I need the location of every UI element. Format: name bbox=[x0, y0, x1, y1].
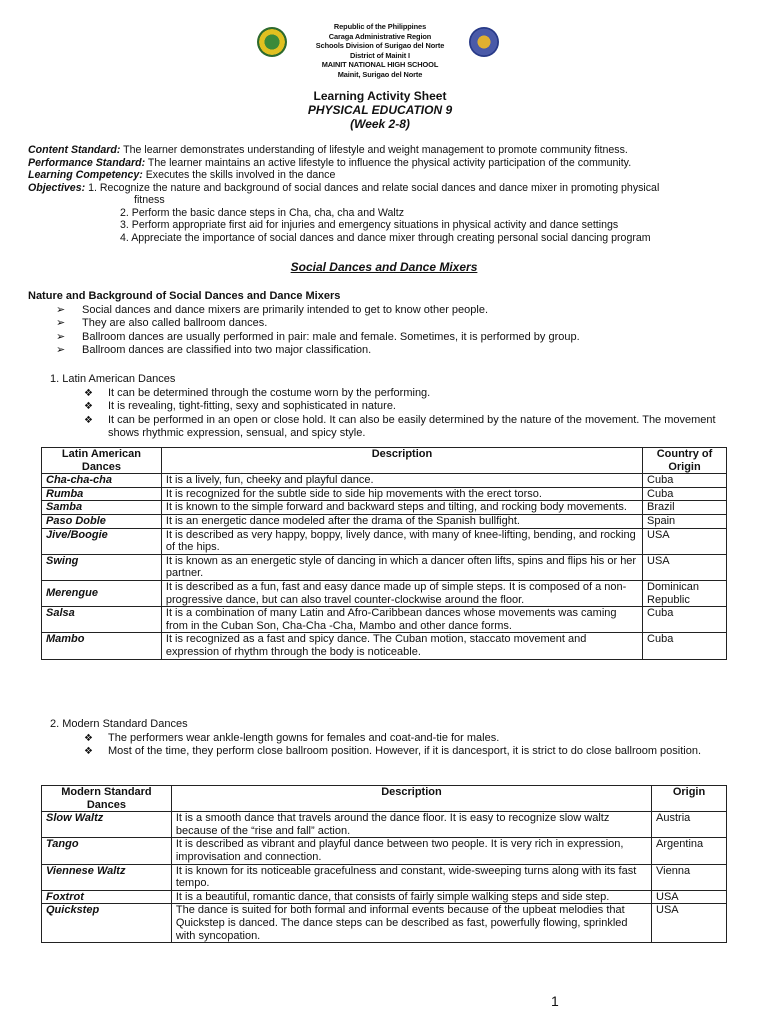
list-item-text: It can be performed in an open or close hold. It can also be easily determined by the nature of the movement. The movement shows rhythmic expression, sensual, and spicy style. bbox=[108, 413, 716, 440]
table-row bbox=[42, 514, 727, 528]
objectives bbox=[28, 182, 748, 195]
header-line: MAINIT NATIONAL HIGH SCHOOL bbox=[321, 60, 439, 70]
modern-bullets bbox=[28, 732, 748, 759]
objectives-list bbox=[120, 194, 748, 244]
list-item-text: It can be determined through the costume worn by the performing. bbox=[108, 386, 431, 399]
dance-description: It is recognized for the subtle side to side hip movements with the erect torso. bbox=[161, 487, 642, 501]
dance-name: Rumba bbox=[42, 487, 162, 501]
nature-section bbox=[28, 290, 748, 358]
content-standard-text: The learner demonstrates understanding of lifestyle and weight management to promote community fitness. bbox=[120, 144, 628, 156]
dance-description: It is described as very happy, boppy, lively dance, with many of knee-lifting, bending, and rocking of the hips. bbox=[161, 528, 642, 554]
title-line-3: (Week 2-8) bbox=[350, 117, 410, 131]
column-header: Description bbox=[171, 786, 651, 812]
table-row bbox=[42, 501, 727, 515]
learning-competency-label: Learning Competency: bbox=[28, 169, 143, 181]
dance-origin: USA bbox=[652, 890, 727, 904]
dance-origin: USA bbox=[652, 904, 727, 943]
objective-3: 3. Perform appropriate first aid for injuries and emergency situations in physical activity and dance settings bbox=[120, 219, 619, 231]
diamond-bullet-icon: ❖ bbox=[84, 401, 93, 413]
performance-standard-label: Performance Standard: bbox=[28, 156, 146, 169]
dance-name: Tango bbox=[42, 838, 172, 864]
dance-name: Salsa bbox=[42, 607, 162, 633]
dance-description: It is known to the simple forward and backward steps and tilting, and rocking body movements. bbox=[161, 501, 642, 515]
dance-description: It is recognized as a fast and spicy dance. The Cuban motion, staccato movement and expression of rhythm through the body is noticeable. bbox=[161, 633, 642, 659]
arrow-bullet-icon: ➢ bbox=[56, 317, 66, 330]
list-item-text: Ballroom dances are usually performed in pair: male and female. Sometimes, it is performed by group. bbox=[82, 330, 580, 343]
dance-name: Jive/Boogie bbox=[42, 528, 162, 554]
table-row bbox=[42, 474, 727, 488]
dance-description: It is a beautiful, romantic dance, that consists of fairly simple walking steps and side step. bbox=[171, 890, 651, 904]
latin-section bbox=[28, 373, 748, 441]
page-number: 1 bbox=[551, 993, 559, 1009]
learning-competency-text: Executes the skills involved in the dance bbox=[142, 169, 336, 181]
dance-origin: USA bbox=[643, 528, 727, 554]
list-item bbox=[28, 387, 748, 401]
content-standard bbox=[28, 144, 748, 157]
standards-block bbox=[28, 144, 748, 244]
section-title: Social Dances and Dance Mixers bbox=[290, 260, 478, 274]
table-row bbox=[42, 812, 727, 838]
dance-name: Quickstep bbox=[42, 904, 172, 943]
performance-standard-text: The learner maintains an active lifestyle to influence the physical activity participation of the community. bbox=[145, 156, 632, 169]
list-item-text: Social dances and dance mixers are primarily intended to get to know other people. bbox=[82, 303, 489, 316]
dance-origin: Argentina bbox=[652, 838, 727, 864]
dance-description: It is a smooth dance that travels around the dance floor. It is easy to recognize slow waltz because of the “rise and fall” action. bbox=[171, 812, 651, 838]
arrow-bullet-icon: ➢ bbox=[56, 344, 66, 357]
latin-dances-table bbox=[41, 447, 727, 660]
dance-description: It is a combination of many Latin and Afro-Caribbean dances whose movements was caming from in the Cuban Son, Cha-Cha -Cha, Mambo and other dance forms. bbox=[161, 607, 642, 633]
arrow-bullet-icon: ➢ bbox=[56, 303, 66, 316]
dance-origin: Vienna bbox=[652, 864, 727, 890]
title-line-1: Learning Activity Sheet bbox=[313, 89, 447, 103]
table-header-row bbox=[42, 448, 727, 474]
table-header-row bbox=[42, 786, 727, 812]
dance-description: It is described as vibrant and playful dance between two people. It is very rich in expression, improvisation and connection. bbox=[171, 838, 651, 864]
dance-name: Slow Waltz bbox=[42, 812, 172, 838]
learning-competency bbox=[28, 169, 748, 182]
dance-description: It is known as an energetic style of dancing in which a dancer often lifts, spins and flips his or her partner. bbox=[161, 554, 642, 580]
list-item-text: Ballroom dances are classified into two major classification. bbox=[82, 344, 372, 357]
diamond-bullet-icon: ❖ bbox=[84, 732, 93, 744]
list-item-text: It is revealing, tight-fitting, sexy and sophisticated in nature. bbox=[108, 400, 396, 413]
dance-origin: Dominican Republic bbox=[643, 580, 727, 606]
list-item bbox=[28, 745, 748, 759]
modern-section bbox=[28, 718, 748, 759]
dance-name: Paso Doble bbox=[42, 514, 162, 528]
objective-4: 4. Appreciate the importance of social dances and dance mixer through creating personal social dancing program bbox=[120, 231, 651, 244]
dance-description: It is a lively, fun, cheeky and playful dance. bbox=[161, 474, 642, 488]
nature-bullets bbox=[28, 304, 748, 358]
list-item bbox=[28, 344, 748, 358]
arrow-bullet-icon: ➢ bbox=[56, 330, 66, 343]
list-item bbox=[28, 331, 748, 345]
table-row bbox=[42, 890, 727, 904]
dance-name: Swing bbox=[42, 554, 162, 580]
table-row bbox=[42, 904, 727, 943]
table-row bbox=[42, 528, 727, 554]
column-header: Origin bbox=[652, 786, 727, 812]
header-line: District of Mainit I bbox=[349, 50, 410, 60]
dance-description: The dance is suited for both formal and informal events because of the upbeat melodies that Quickstep is danced. The dance steps can be described as fast, powerfully flowing, sprinkled with syncopation. bbox=[171, 904, 651, 943]
modern-heading: 2. Modern Standard Dances bbox=[50, 718, 188, 730]
column-header: Latin American Dances bbox=[42, 448, 162, 474]
performance-standard bbox=[28, 157, 748, 170]
header-line: Mainit, Surigao del Norte bbox=[337, 69, 423, 79]
diamond-bullet-icon: ❖ bbox=[84, 746, 93, 758]
objective-2: 2. Perform the basic dance steps in Cha, cha, cha and Waltz bbox=[120, 206, 405, 219]
dance-description: It is an energetic dance modeled after the drama of the Spanish bullfight. bbox=[161, 514, 642, 528]
objectives-label: Objectives: bbox=[28, 181, 86, 194]
dance-origin: Cuba bbox=[643, 487, 727, 501]
list-item bbox=[28, 414, 748, 441]
table-row bbox=[42, 864, 727, 890]
dance-description: It is described as a fun, fast and easy dance made up of simple steps. It is composed of a non-progressive dance, but can also travel counter-clockwise around the floor. bbox=[161, 580, 642, 606]
list-item-text: They are also called ballroom dances. bbox=[82, 317, 268, 330]
list-item bbox=[28, 400, 748, 414]
table-row bbox=[42, 487, 727, 501]
table-row bbox=[42, 580, 727, 606]
dance-origin: Cuba bbox=[643, 474, 727, 488]
header-line: Schools Division of Surigao del Norte bbox=[315, 41, 445, 51]
column-header: Description bbox=[161, 448, 642, 474]
dance-description: It is known for its noticeable gracefulness and constant, wide-sweeping turns along with its fast tempo. bbox=[171, 864, 651, 890]
list-item-text: The performers wear ankle-length gowns for females and coat-and-tie for males. bbox=[108, 731, 500, 744]
objective-1-cont: fitness bbox=[134, 194, 165, 206]
table-row bbox=[42, 633, 727, 659]
list-item bbox=[28, 732, 748, 746]
dance-name: Viennese Waltz bbox=[42, 864, 172, 890]
header-line: Republic of the Philippines bbox=[333, 22, 427, 31]
title-line-2: PHYSICAL EDUCATION 9 bbox=[307, 103, 453, 117]
dance-origin: Brazil bbox=[643, 501, 727, 515]
document-title bbox=[200, 89, 560, 131]
dance-name: Foxtrot bbox=[42, 890, 172, 904]
table-row bbox=[42, 554, 727, 580]
dance-origin: Austria bbox=[652, 812, 727, 838]
diamond-bullet-icon: ❖ bbox=[84, 387, 93, 399]
dance-name: Mambo bbox=[42, 633, 162, 659]
column-header: Modern Standard Dances bbox=[42, 786, 172, 812]
list-item-text: Most of the time, they perform close ballroom position. However, if it is dancesport, it is strict to do close ballroom position. bbox=[108, 745, 702, 758]
column-header: Country of Origin bbox=[643, 448, 727, 474]
nature-heading: Nature and Background of Social Dances and Dance Mixers bbox=[28, 290, 341, 302]
diamond-bullet-icon: ❖ bbox=[84, 414, 93, 426]
latin-bullets bbox=[28, 387, 748, 441]
objective-1: 1. Recognize the nature and background of social dances and relate social dances and dance mixer in promoting physical bbox=[85, 181, 660, 194]
dance-origin: Spain bbox=[643, 514, 727, 528]
table-row bbox=[42, 838, 727, 864]
dance-name: Cha-cha-cha bbox=[42, 474, 162, 488]
dance-name: Merengue bbox=[42, 580, 162, 606]
modern-dances-table bbox=[41, 785, 727, 943]
dance-origin: USA bbox=[643, 554, 727, 580]
list-item bbox=[28, 317, 748, 331]
dance-origin: Cuba bbox=[643, 633, 727, 659]
dance-origin: Cuba bbox=[643, 607, 727, 633]
content-standard-label: Content Standard: bbox=[28, 144, 121, 156]
list-item bbox=[28, 304, 748, 318]
dance-name: Samba bbox=[42, 501, 162, 515]
latin-heading: 1. Latin American Dances bbox=[50, 373, 176, 385]
agency-header bbox=[200, 22, 560, 80]
table-row bbox=[42, 607, 727, 633]
header-line: Caraga Administrative Region bbox=[328, 31, 432, 41]
